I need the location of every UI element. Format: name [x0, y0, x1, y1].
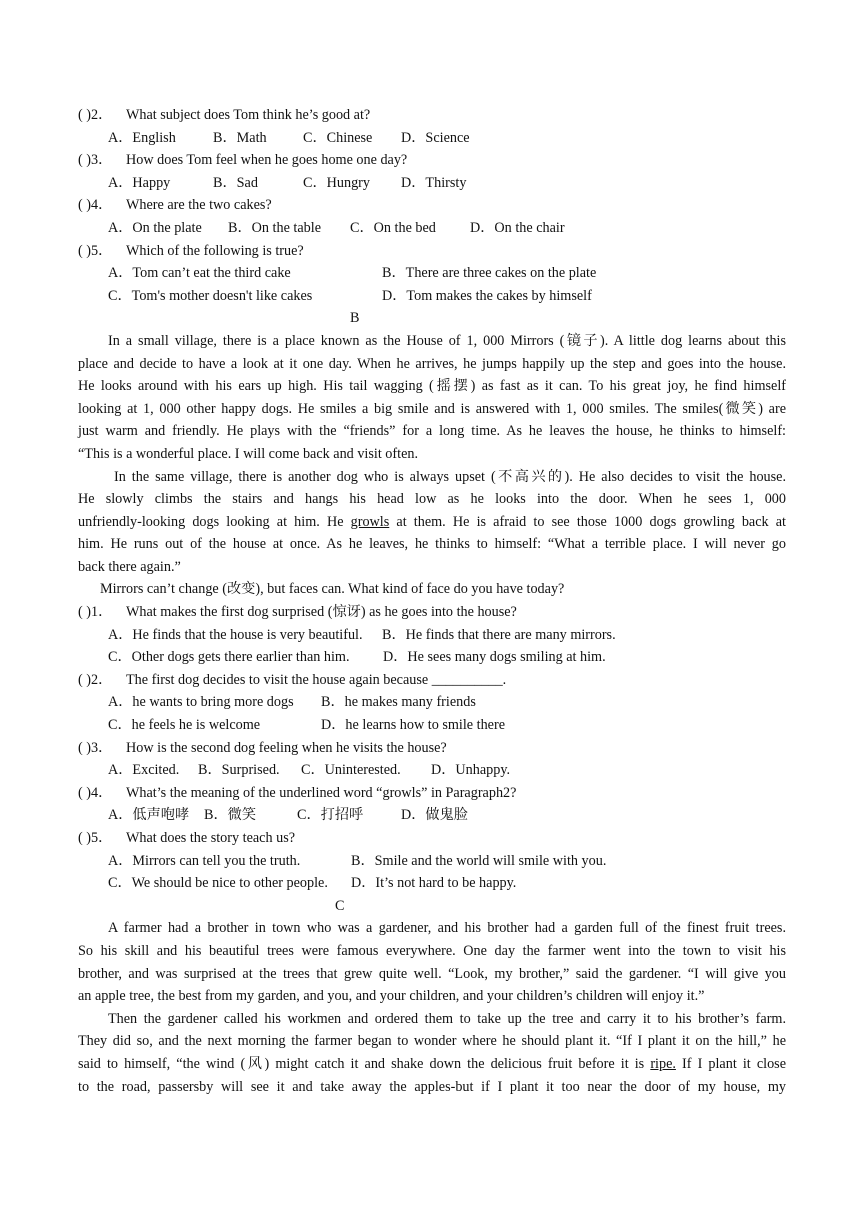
text-line: So his skill and his beautiful trees were famous everywhere. One day the farmer went into the town to visit his — [78, 942, 786, 959]
section-c-label: C — [335, 897, 345, 914]
answer-blank[interactable]: ( )3． — [78, 739, 113, 756]
option-b: B．Sad — [213, 174, 258, 191]
answer-blank[interactable]: ( )4． — [78, 784, 113, 801]
option-a: A．English — [108, 129, 176, 146]
options-a5-row1 — [78, 262, 786, 285]
options-b1-row2 — [78, 646, 786, 669]
text-line: looking at 1, 000 other happy dogs. He smiles a big smile and is answered with 1, 000 smiles. The smiles(微笑) are — [78, 400, 786, 417]
text-line: “This is a wonderful place. I will come back and visit often. — [78, 445, 419, 462]
text-line: just warm and friendly. He plays with the “friends” for a long time. As he leaves the house, he thinks to himself: — [78, 423, 786, 440]
options-b1-row1 — [78, 624, 786, 647]
section-b-label: B — [350, 310, 360, 327]
option-b: B．Math — [213, 129, 267, 146]
question-a4 — [78, 194, 786, 217]
question-a3 — [78, 149, 786, 172]
option-b: B．微笑 — [204, 807, 257, 824]
question-text: The first dog decides to visit the house again because __________. — [126, 671, 507, 688]
option-c: C．On the bed — [350, 219, 436, 236]
options-a4 — [78, 217, 786, 240]
answer-blank[interactable]: ( )5． — [78, 830, 113, 846]
text-line: He slowly climbs the stairs and hangs his head low as he looks into the door. When he sees 1, 000 — [78, 491, 786, 508]
text-line: They did so, and the next morning the farmer began to wonder where he should plant it. “If I plant it on the hill,” he — [78, 1033, 786, 1050]
text-line: In the same village, there is another dog who is always upset (不高兴的). He also decides to visit the house. — [114, 468, 786, 485]
passage-b-paragraph-3: Mirrors can’t change (改变), but faces can. What kind of face do you have today? — [100, 581, 565, 598]
option-d: D．做鬼脸 — [401, 807, 468, 824]
option-c: C．We should be nice to other people. — [108, 875, 328, 892]
text-line: back there again.” — [78, 558, 181, 575]
question-text: Where are the two cakes? — [126, 197, 272, 214]
option-a: A．Mirrors can tell you the truth. — [108, 852, 301, 869]
options-b2-row2 — [78, 714, 786, 737]
text-line: him. He runs out of the house at once. As he leaves, he thinks to himself: “What a terrible place. I will never go — [78, 536, 786, 553]
text-line: In a small village, there is a place known as the House of 1, 000 Mirrors (镜子). A little dog learns about this — [108, 332, 786, 349]
option-c: C．Uninterested. — [301, 762, 401, 779]
text-segment: unfriendly-looking dogs looking at him. He — [78, 513, 351, 530]
option-a: A．低声咆哮 — [108, 807, 190, 824]
options-b4 — [78, 804, 786, 827]
option-a: A．he wants to bring more dogs — [108, 694, 294, 711]
options-b5-row1 — [78, 850, 786, 873]
option-b: B．There are three cakes on the plate — [382, 265, 597, 282]
question-text: What subject does Tom think he’s good at? — [126, 107, 371, 123]
question-text: What does the story teach us? — [126, 830, 296, 846]
option-b: B．Surprised. — [198, 762, 280, 779]
option-b: B．he makes many friends — [321, 694, 476, 711]
text-line: place and decide to have a look at it one day. When he arrives, he jumps happily up the step and goes into the house. — [78, 355, 786, 372]
option-c: C．打招呼 — [297, 807, 364, 824]
options-a3 — [78, 172, 786, 195]
text-line: an apple tree, the best from my garden, and you, and your children, and your children’s children will enjoy it.” — [78, 988, 705, 1005]
passage-c-paragraph-1 — [78, 917, 786, 1007]
option-d: D．Science — [401, 129, 470, 146]
question-b4 — [78, 782, 786, 805]
options-b2-row1 — [78, 691, 786, 714]
option-d: D．Thirsty — [401, 174, 467, 191]
option-a: A．Tom can’t eat the third cake — [108, 265, 291, 282]
underlined-word-ripe: ripe. — [650, 1055, 676, 1072]
text-segment: said to himself, “the wind (风) might catch it and shake down the delicious fruit before it is — [78, 1055, 651, 1072]
passage-b-paragraph-2 — [78, 466, 786, 579]
question-a5 — [78, 240, 786, 263]
underlined-word-growls: growls — [350, 513, 390, 530]
text-line: He looks around with his ears up high. His tail wagging (摇摆) as fast as it can. To his great joy, he find himself — [78, 378, 786, 395]
option-d: D．he learns how to smile there — [321, 717, 505, 734]
option-a: A．Excited. — [108, 762, 180, 779]
passage-b-paragraph-1 — [78, 330, 786, 466]
answer-blank[interactable]: ( )2． — [78, 671, 113, 688]
question-b3 — [78, 737, 786, 760]
option-b: B．He finds that there are many mirrors. — [382, 626, 616, 643]
worksheet-page — [78, 104, 786, 1098]
option-c: C．Hungry — [303, 174, 370, 191]
text-line: Then the gardener called his workmen and ordered them to take up the tree and carry it to his brother’s farm. — [108, 1010, 786, 1027]
text-line: to the road, passersby will see it and take away the apples-but if I plant it too near the door of my house, my — [78, 1078, 786, 1095]
question-a2 — [78, 104, 786, 127]
text-line: A farmer had a brother in town who was a gardener, and his brother had a garden full of the finest fruit trees. — [108, 920, 786, 937]
option-a: A．On the plate — [108, 219, 202, 236]
option-b: B．Smile and the world will smile with you. — [351, 852, 607, 869]
answer-blank[interactable]: ( )4． — [78, 197, 113, 214]
text-segment: If I plant it close — [675, 1055, 786, 1072]
option-d: D．Tom makes the cakes by himself — [382, 287, 592, 304]
passage-c-paragraph-2 — [78, 1008, 786, 1098]
options-b3 — [78, 759, 786, 782]
answer-blank[interactable]: ( )2． — [78, 107, 113, 123]
option-c: C．he feels he is welcome — [108, 717, 261, 734]
question-b1 — [78, 601, 786, 624]
answer-blank[interactable]: ( )5． — [78, 242, 113, 259]
options-a5-row2 — [78, 285, 786, 308]
option-a: A．Happy — [108, 174, 171, 191]
text-line — [78, 511, 786, 534]
text-line: brother, and was surprised at the trees that grew quite well. “Look, my brother,” said the gardener. “I will give you — [78, 965, 786, 982]
question-text: What makes the first dog surprised (惊讶) as he goes into the house? — [126, 604, 517, 621]
option-d: D．On the chair — [470, 219, 565, 236]
option-a: A．He finds that the house is very beautiful. — [108, 626, 363, 643]
text-segment: at them. He is afraid to see those 1000 dogs growling back at — [389, 513, 786, 530]
answer-blank[interactable]: ( )3． — [78, 152, 113, 169]
question-text: Which of the following is true? — [126, 242, 304, 259]
answer-blank[interactable]: ( )1． — [78, 604, 113, 621]
option-c: C．Tom's mother doesn't like cakes — [108, 287, 313, 304]
option-d: D．It’s not hard to be happy. — [351, 875, 517, 892]
option-b: B．On the table — [228, 219, 321, 236]
question-b2 — [78, 669, 786, 692]
question-text: How is the second dog feeling when he visits the house? — [126, 739, 447, 756]
question-b5 — [78, 827, 786, 850]
question-text: What’s the meaning of the underlined word “growls” in Paragraph2? — [126, 784, 517, 801]
option-d: D．Unhappy. — [431, 762, 511, 779]
text-line — [78, 1053, 786, 1076]
option-c: C．Chinese — [303, 129, 373, 146]
question-text: How does Tom feel when he goes home one day? — [126, 152, 408, 169]
option-d: D．He sees many dogs smiling at him. — [383, 649, 606, 666]
options-a2 — [78, 127, 786, 150]
options-b5-row2 — [78, 872, 786, 895]
option-c: C．Other dogs gets there earlier than him. — [108, 649, 350, 666]
